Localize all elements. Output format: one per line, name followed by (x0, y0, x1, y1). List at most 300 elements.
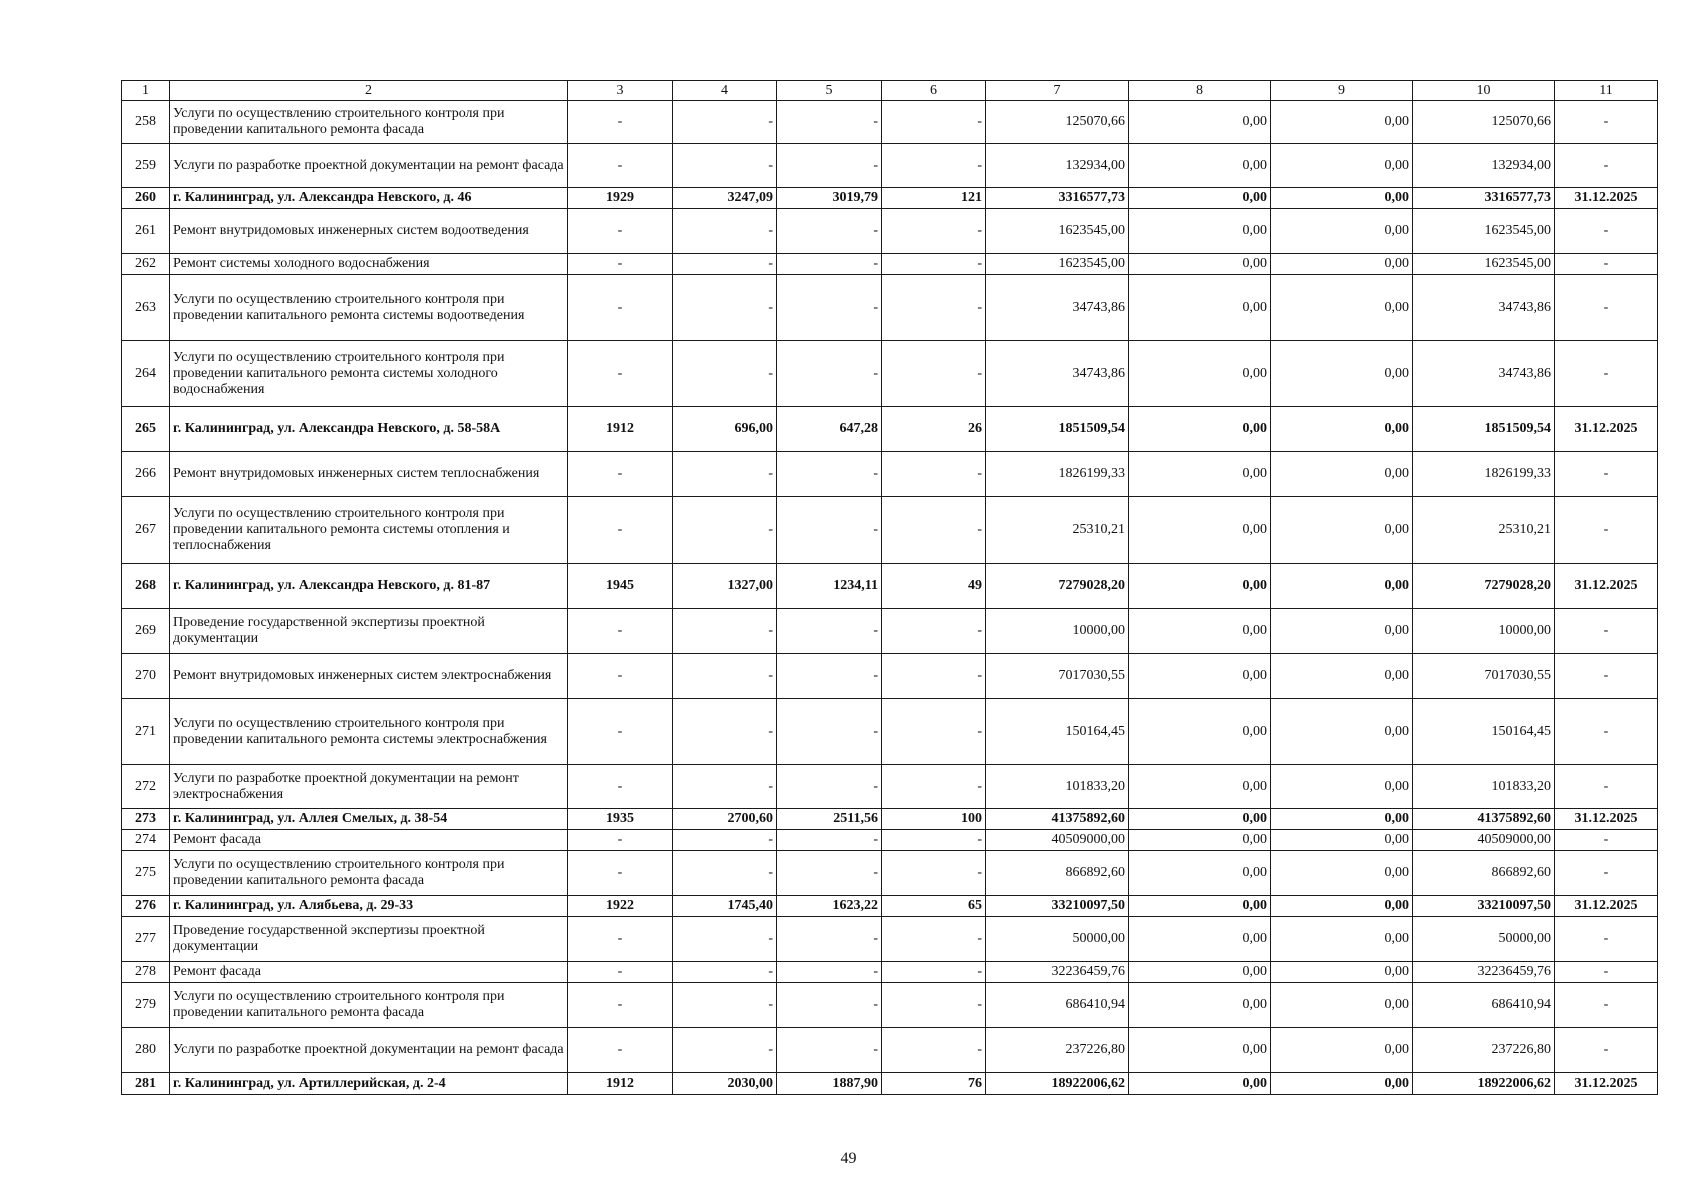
deadline-cell: - (1555, 917, 1658, 962)
other-cost-cell: 0,00 (1271, 896, 1413, 917)
table-row (122, 188, 1658, 209)
row-number-cell: 263 (122, 275, 170, 341)
fund-cost-cell: 0,00 (1129, 188, 1271, 209)
work-name-cell: Услуги по осуществлению строительного контроля при проведении капитального ремонта фасада (170, 983, 568, 1028)
living-area-cell: - (777, 101, 882, 144)
year-cell: - (568, 851, 673, 896)
table-row (122, 144, 1658, 188)
fund-cost-cell: 0,00 (1129, 497, 1271, 564)
deadline-cell: - (1555, 765, 1658, 809)
residents-cell: 121 (882, 188, 986, 209)
work-name-cell: г. Калининград, ул. Аллея Смелых, д. 38-54 (170, 809, 568, 830)
year-cell: - (568, 341, 673, 407)
other-cost-cell: 0,00 (1271, 209, 1413, 254)
work-name-cell: г. Калининград, ул. Александра Невского, д. 58-58А (170, 407, 568, 452)
owners-cost-cell: 50000,00 (1413, 917, 1555, 962)
work-name-cell: Услуги по осуществлению строительного контроля при проведении капитального ремонта фасада (170, 851, 568, 896)
owners-cost-cell: 686410,94 (1413, 983, 1555, 1028)
other-cost-cell: 0,00 (1271, 452, 1413, 497)
other-cost-cell: 0,00 (1271, 1028, 1413, 1073)
residents-cell: - (882, 765, 986, 809)
fund-cost-cell: 0,00 (1129, 896, 1271, 917)
table-row (122, 896, 1658, 917)
living-area-cell: 2511,56 (777, 809, 882, 830)
residents-cell: - (882, 254, 986, 275)
work-name-cell: Услуги по осуществлению строительного контроля при проведении капитального ремонта системы водоотведения (170, 275, 568, 341)
work-name-cell: Ремонт внутридомовых инженерных систем электроснабжения (170, 654, 568, 699)
year-cell: - (568, 209, 673, 254)
total-area-cell: 2700,60 (673, 809, 777, 830)
table-row (122, 765, 1658, 809)
total-cost-cell: 125070,66 (986, 101, 1129, 144)
owners-cost-cell: 150164,45 (1413, 699, 1555, 765)
column-header: 10 (1413, 81, 1555, 101)
fund-cost-cell: 0,00 (1129, 983, 1271, 1028)
total-area-cell: - (673, 830, 777, 851)
table-row (122, 962, 1658, 983)
table-row (122, 209, 1658, 254)
deadline-cell: 31.12.2025 (1555, 564, 1658, 609)
year-cell: - (568, 275, 673, 341)
other-cost-cell: 0,00 (1271, 275, 1413, 341)
other-cost-cell: 0,00 (1271, 765, 1413, 809)
residents-cell: - (882, 209, 986, 254)
deadline-cell: - (1555, 101, 1658, 144)
work-name-cell: Услуги по осуществлению строительного контроля при проведении капитального ремонта системы холодного водоснабжения (170, 341, 568, 407)
work-name-cell: Услуги по разработке проектной документации на ремонт электроснабжения (170, 765, 568, 809)
other-cost-cell: 0,00 (1271, 830, 1413, 851)
year-cell: - (568, 609, 673, 654)
living-area-cell: 1887,90 (777, 1073, 882, 1095)
fund-cost-cell: 0,00 (1129, 699, 1271, 765)
column-header: 2 (170, 81, 568, 101)
row-number-cell: 281 (122, 1073, 170, 1095)
deadline-cell: - (1555, 341, 1658, 407)
other-cost-cell: 0,00 (1271, 407, 1413, 452)
owners-cost-cell: 10000,00 (1413, 609, 1555, 654)
living-area-cell: 1623,22 (777, 896, 882, 917)
row-number-cell: 270 (122, 654, 170, 699)
living-area-cell: - (777, 1028, 882, 1073)
living-area-cell: - (777, 654, 882, 699)
living-area-cell: - (777, 609, 882, 654)
residents-cell: - (882, 497, 986, 564)
table-row (122, 452, 1658, 497)
year-cell: 1912 (568, 1073, 673, 1095)
work-name-cell: Услуги по разработке проектной документации на ремонт фасада (170, 144, 568, 188)
total-cost-cell: 866892,60 (986, 851, 1129, 896)
other-cost-cell: 0,00 (1271, 564, 1413, 609)
table-row (122, 830, 1658, 851)
work-name-cell: Ремонт внутридомовых инженерных систем теплоснабжения (170, 452, 568, 497)
deadline-cell: - (1555, 830, 1658, 851)
living-area-cell: 3019,79 (777, 188, 882, 209)
owners-cost-cell: 34743,86 (1413, 275, 1555, 341)
fund-cost-cell: 0,00 (1129, 407, 1271, 452)
residents-cell: - (882, 341, 986, 407)
column-header: 6 (882, 81, 986, 101)
deadline-cell: 31.12.2025 (1555, 407, 1658, 452)
owners-cost-cell: 34743,86 (1413, 341, 1555, 407)
total-area-cell: - (673, 209, 777, 254)
fund-cost-cell: 0,00 (1129, 564, 1271, 609)
other-cost-cell: 0,00 (1271, 809, 1413, 830)
living-area-cell: - (777, 699, 882, 765)
living-area-cell: - (777, 765, 882, 809)
deadline-cell: - (1555, 699, 1658, 765)
residents-cell: - (882, 962, 986, 983)
work-name-cell: Услуги по осуществлению строительного контроля при проведении капитального ремонта системы отопления и теплоснабжения (170, 497, 568, 564)
year-cell: - (568, 917, 673, 962)
table-row (122, 609, 1658, 654)
residents-cell: 49 (882, 564, 986, 609)
deadline-cell: - (1555, 654, 1658, 699)
fund-cost-cell: 0,00 (1129, 962, 1271, 983)
residents-cell: - (882, 144, 986, 188)
row-number-cell: 269 (122, 609, 170, 654)
work-name-cell: Проведение государственной экспертизы проектной документации (170, 917, 568, 962)
owners-cost-cell: 1851509,54 (1413, 407, 1555, 452)
deadline-cell: 31.12.2025 (1555, 809, 1658, 830)
total-area-cell: 696,00 (673, 407, 777, 452)
other-cost-cell: 0,00 (1271, 497, 1413, 564)
owners-cost-cell: 32236459,76 (1413, 962, 1555, 983)
total-cost-cell: 25310,21 (986, 497, 1129, 564)
work-name-cell: г. Калининград, ул. Алябьева, д. 29-33 (170, 896, 568, 917)
table-row (122, 809, 1658, 830)
row-number-cell: 274 (122, 830, 170, 851)
work-name-cell: Услуги по осуществлению строительного контроля при проведении капитального ремонта системы электроснабжения (170, 699, 568, 765)
total-cost-cell: 1826199,33 (986, 452, 1129, 497)
work-name-cell: Ремонт системы холодного водоснабжения (170, 254, 568, 275)
total-cost-cell: 50000,00 (986, 917, 1129, 962)
living-area-cell: - (777, 144, 882, 188)
row-number-cell: 273 (122, 809, 170, 830)
deadline-cell: 31.12.2025 (1555, 1073, 1658, 1095)
year-cell: - (568, 101, 673, 144)
total-area-cell: - (673, 452, 777, 497)
work-name-cell: Ремонт фасада (170, 830, 568, 851)
deadline-cell: - (1555, 144, 1658, 188)
total-cost-cell: 132934,00 (986, 144, 1129, 188)
row-number-cell: 260 (122, 188, 170, 209)
row-number-cell: 266 (122, 452, 170, 497)
living-area-cell: - (777, 962, 882, 983)
residents-cell: - (882, 101, 986, 144)
fund-cost-cell: 0,00 (1129, 830, 1271, 851)
column-header: 8 (1129, 81, 1271, 101)
other-cost-cell: 0,00 (1271, 341, 1413, 407)
other-cost-cell: 0,00 (1271, 917, 1413, 962)
residents-cell: - (882, 983, 986, 1028)
total-area-cell: - (673, 917, 777, 962)
row-number-cell: 278 (122, 962, 170, 983)
owners-cost-cell: 7279028,20 (1413, 564, 1555, 609)
year-cell: - (568, 497, 673, 564)
living-area-cell: - (777, 452, 882, 497)
total-cost-cell: 40509000,00 (986, 830, 1129, 851)
other-cost-cell: 0,00 (1271, 101, 1413, 144)
table-row (122, 699, 1658, 765)
row-number-cell: 272 (122, 765, 170, 809)
residents-cell: - (882, 275, 986, 341)
work-name-cell: г. Калининград, ул. Александра Невского, д. 46 (170, 188, 568, 209)
total-area-cell: - (673, 983, 777, 1028)
works-table (121, 80, 1658, 1095)
total-cost-cell: 101833,20 (986, 765, 1129, 809)
table-row (122, 407, 1658, 452)
total-area-cell: 1745,40 (673, 896, 777, 917)
deadline-cell: - (1555, 1028, 1658, 1073)
total-area-cell: - (673, 1028, 777, 1073)
owners-cost-cell: 18922006,62 (1413, 1073, 1555, 1095)
deadline-cell: - (1555, 497, 1658, 564)
residents-cell: - (882, 699, 986, 765)
living-area-cell: - (777, 830, 882, 851)
living-area-cell: - (777, 275, 882, 341)
owners-cost-cell: 40509000,00 (1413, 830, 1555, 851)
fund-cost-cell: 0,00 (1129, 275, 1271, 341)
owners-cost-cell: 33210097,50 (1413, 896, 1555, 917)
other-cost-cell: 0,00 (1271, 983, 1413, 1028)
work-name-cell: Ремонт фасада (170, 962, 568, 983)
fund-cost-cell: 0,00 (1129, 1028, 1271, 1073)
year-cell: - (568, 452, 673, 497)
deadline-cell: - (1555, 851, 1658, 896)
year-cell: - (568, 830, 673, 851)
table-row (122, 341, 1658, 407)
work-name-cell: Услуги по осуществлению строительного контроля при проведении капитального ремонта фасада (170, 101, 568, 144)
total-cost-cell: 1623545,00 (986, 209, 1129, 254)
total-area-cell: - (673, 962, 777, 983)
table-row (122, 101, 1658, 144)
residents-cell: 26 (882, 407, 986, 452)
other-cost-cell: 0,00 (1271, 254, 1413, 275)
living-area-cell: - (777, 917, 882, 962)
residents-cell: 100 (882, 809, 986, 830)
year-cell: 1935 (568, 809, 673, 830)
total-area-cell: 2030,00 (673, 1073, 777, 1095)
row-number-cell: 280 (122, 1028, 170, 1073)
fund-cost-cell: 0,00 (1129, 452, 1271, 497)
owners-cost-cell: 1623545,00 (1413, 209, 1555, 254)
deadline-cell: 31.12.2025 (1555, 188, 1658, 209)
work-name-cell: Ремонт внутридомовых инженерных систем водоотведения (170, 209, 568, 254)
other-cost-cell: 0,00 (1271, 1073, 1413, 1095)
living-area-cell: 647,28 (777, 407, 882, 452)
year-cell: 1945 (568, 564, 673, 609)
deadline-cell: - (1555, 983, 1658, 1028)
residents-cell: - (882, 851, 986, 896)
owners-cost-cell: 237226,80 (1413, 1028, 1555, 1073)
total-cost-cell: 7279028,20 (986, 564, 1129, 609)
owners-cost-cell: 7017030,55 (1413, 654, 1555, 699)
work-name-cell: Услуги по разработке проектной документации на ремонт фасада (170, 1028, 568, 1073)
row-number-cell: 259 (122, 144, 170, 188)
column-header: 7 (986, 81, 1129, 101)
column-header: 11 (1555, 81, 1658, 101)
residents-cell: - (882, 1028, 986, 1073)
total-cost-cell: 3316577,73 (986, 188, 1129, 209)
column-number-header-row (122, 81, 1658, 101)
table-row (122, 983, 1658, 1028)
living-area-cell: - (777, 254, 882, 275)
residents-cell: - (882, 654, 986, 699)
fund-cost-cell: 0,00 (1129, 654, 1271, 699)
fund-cost-cell: 0,00 (1129, 917, 1271, 962)
row-number-cell: 264 (122, 341, 170, 407)
total-area-cell: - (673, 699, 777, 765)
column-header: 1 (122, 81, 170, 101)
owners-cost-cell: 1623545,00 (1413, 254, 1555, 275)
fund-cost-cell: 0,00 (1129, 851, 1271, 896)
total-area-cell: 3247,09 (673, 188, 777, 209)
year-cell: - (568, 254, 673, 275)
total-cost-cell: 18922006,62 (986, 1073, 1129, 1095)
total-area-cell: - (673, 851, 777, 896)
page-number: 49 (840, 1150, 857, 1167)
total-cost-cell: 34743,86 (986, 341, 1129, 407)
deadline-cell: 31.12.2025 (1555, 896, 1658, 917)
row-number-cell: 261 (122, 209, 170, 254)
year-cell: - (568, 1028, 673, 1073)
total-area-cell: - (673, 101, 777, 144)
other-cost-cell: 0,00 (1271, 851, 1413, 896)
fund-cost-cell: 0,00 (1129, 809, 1271, 830)
fund-cost-cell: 0,00 (1129, 144, 1271, 188)
work-name-cell: Проведение государственной экспертизы проектной документации (170, 609, 568, 654)
table-row (122, 1028, 1658, 1073)
total-cost-cell: 10000,00 (986, 609, 1129, 654)
table-row (122, 654, 1658, 699)
row-number-cell: 277 (122, 917, 170, 962)
row-number-cell: 258 (122, 101, 170, 144)
owners-cost-cell: 3316577,73 (1413, 188, 1555, 209)
total-area-cell: - (673, 497, 777, 564)
total-area-cell: - (673, 275, 777, 341)
row-number-cell: 271 (122, 699, 170, 765)
year-cell: - (568, 144, 673, 188)
year-cell: - (568, 654, 673, 699)
table-row (122, 917, 1658, 962)
other-cost-cell: 0,00 (1271, 654, 1413, 699)
residents-cell: 76 (882, 1073, 986, 1095)
fund-cost-cell: 0,00 (1129, 609, 1271, 654)
living-area-cell: - (777, 497, 882, 564)
total-cost-cell: 686410,94 (986, 983, 1129, 1028)
table-row (122, 851, 1658, 896)
row-number-cell: 279 (122, 983, 170, 1028)
fund-cost-cell: 0,00 (1129, 765, 1271, 809)
deadline-cell: - (1555, 962, 1658, 983)
fund-cost-cell: 0,00 (1129, 101, 1271, 144)
owners-cost-cell: 132934,00 (1413, 144, 1555, 188)
total-area-cell: - (673, 254, 777, 275)
year-cell: - (568, 765, 673, 809)
living-area-cell: - (777, 209, 882, 254)
total-cost-cell: 150164,45 (986, 699, 1129, 765)
row-number-cell: 275 (122, 851, 170, 896)
living-area-cell: 1234,11 (777, 564, 882, 609)
owners-cost-cell: 1826199,33 (1413, 452, 1555, 497)
deadline-cell: - (1555, 209, 1658, 254)
table-row (122, 275, 1658, 341)
row-number-cell: 262 (122, 254, 170, 275)
year-cell: - (568, 962, 673, 983)
residents-cell: - (882, 917, 986, 962)
residents-cell: - (882, 830, 986, 851)
deadline-cell: - (1555, 254, 1658, 275)
total-area-cell: - (673, 341, 777, 407)
total-area-cell: - (673, 765, 777, 809)
total-cost-cell: 33210097,50 (986, 896, 1129, 917)
table-row (122, 254, 1658, 275)
owners-cost-cell: 866892,60 (1413, 851, 1555, 896)
year-cell: 1912 (568, 407, 673, 452)
other-cost-cell: 0,00 (1271, 144, 1413, 188)
owners-cost-cell: 41375892,60 (1413, 809, 1555, 830)
total-cost-cell: 32236459,76 (986, 962, 1129, 983)
other-cost-cell: 0,00 (1271, 609, 1413, 654)
fund-cost-cell: 0,00 (1129, 254, 1271, 275)
year-cell: 1922 (568, 896, 673, 917)
owners-cost-cell: 25310,21 (1413, 497, 1555, 564)
total-area-cell: 1327,00 (673, 564, 777, 609)
fund-cost-cell: 0,00 (1129, 209, 1271, 254)
total-cost-cell: 237226,80 (986, 1028, 1129, 1073)
other-cost-cell: 0,00 (1271, 188, 1413, 209)
living-area-cell: - (777, 983, 882, 1028)
table-row (122, 1073, 1658, 1095)
total-area-cell: - (673, 654, 777, 699)
other-cost-cell: 0,00 (1271, 962, 1413, 983)
work-name-cell: г. Калининград, ул. Артиллерийская, д. 2-4 (170, 1073, 568, 1095)
deadline-cell: - (1555, 275, 1658, 341)
year-cell: 1929 (568, 188, 673, 209)
column-header: 9 (1271, 81, 1413, 101)
row-number-cell: 268 (122, 564, 170, 609)
year-cell: - (568, 983, 673, 1028)
column-header: 3 (568, 81, 673, 101)
residents-cell: 65 (882, 896, 986, 917)
total-cost-cell: 7017030,55 (986, 654, 1129, 699)
total-area-cell: - (673, 609, 777, 654)
residents-cell: - (882, 452, 986, 497)
table-row (122, 497, 1658, 564)
residents-cell: - (882, 609, 986, 654)
total-cost-cell: 1623545,00 (986, 254, 1129, 275)
fund-cost-cell: 0,00 (1129, 1073, 1271, 1095)
total-area-cell: - (673, 144, 777, 188)
column-header: 4 (673, 81, 777, 101)
owners-cost-cell: 101833,20 (1413, 765, 1555, 809)
owners-cost-cell: 125070,66 (1413, 101, 1555, 144)
living-area-cell: - (777, 851, 882, 896)
work-name-cell: г. Калининград, ул. Александра Невского, д. 81-87 (170, 564, 568, 609)
total-cost-cell: 1851509,54 (986, 407, 1129, 452)
column-header: 5 (777, 81, 882, 101)
fund-cost-cell: 0,00 (1129, 341, 1271, 407)
row-number-cell: 267 (122, 497, 170, 564)
table-row (122, 564, 1658, 609)
year-cell: - (568, 699, 673, 765)
row-number-cell: 276 (122, 896, 170, 917)
other-cost-cell: 0,00 (1271, 699, 1413, 765)
deadline-cell: - (1555, 609, 1658, 654)
living-area-cell: - (777, 341, 882, 407)
total-cost-cell: 34743,86 (986, 275, 1129, 341)
deadline-cell: - (1555, 452, 1658, 497)
